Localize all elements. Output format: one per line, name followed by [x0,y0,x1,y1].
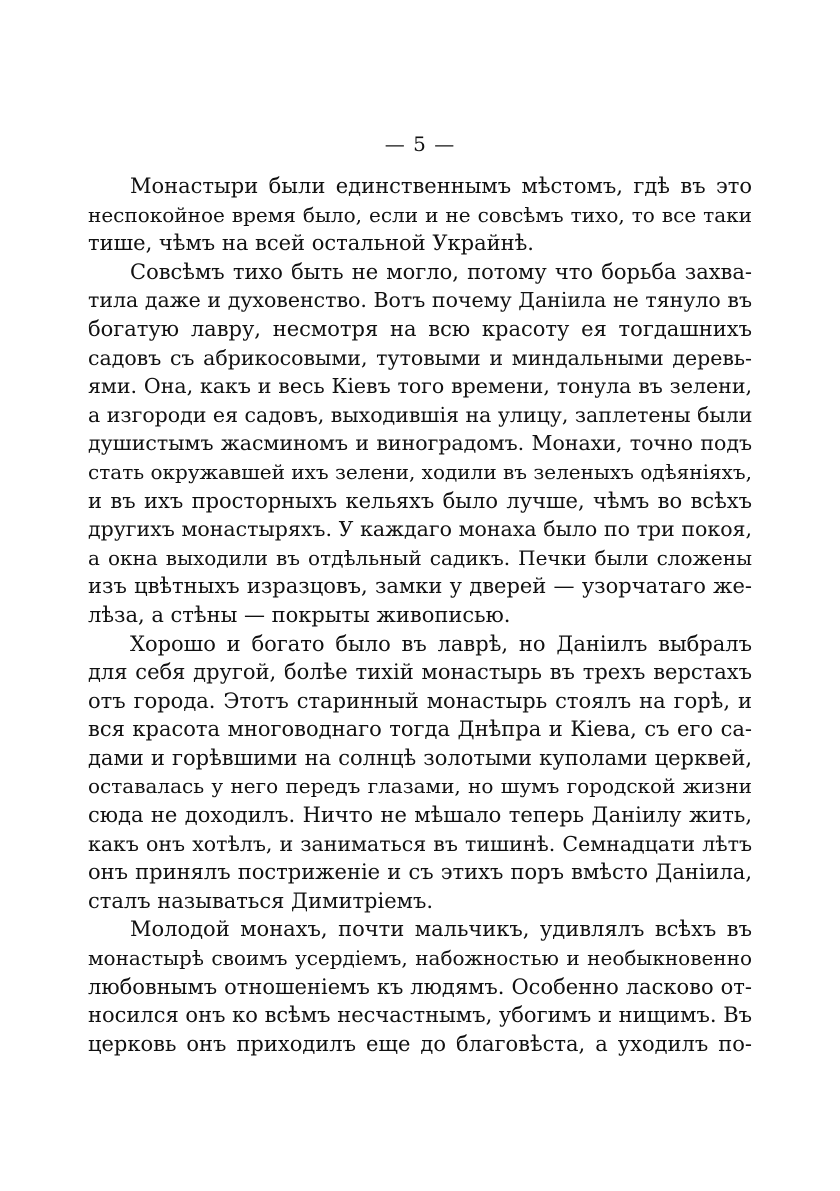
text-line: душистымъ жасминомъ и виноградомъ. Монахи, точно подъ [88,431,752,456]
text-line: отъ города. Этотъ старинный монастырь стоялъ на горѣ, и [88,688,752,713]
text-line: тила даже и духовенство. Вотъ почему Даніила не тянуло въ [88,288,752,313]
text-line: онъ принялъ постриженіе и съ этихъ поръ вмѣсто Даніила, [88,860,752,885]
text-line: сюда не доходилъ. Ничто не мѣшало теперь Даніилу жить, [88,803,752,828]
text-line: какъ онъ хотѣлъ, и заниматься въ тишинѣ. Семнадцати лѣтъ [88,831,752,856]
text-line: а окна выходили въ отдѣльный садикъ. Печки были сложены [88,545,752,570]
text-line: для себя другой, болѣе тихій монастырь въ трехъ верстахъ [88,660,752,685]
text-line: богатую лавру, несмотря на всю красоту ея тогдашнихъ [88,316,752,341]
text-line: Совсѣмъ тихо быть не могло, потому что борьба захва- [130,259,752,284]
text-line: неспокойное время было, если и не совсѣмъ тихо, то все таки [88,202,752,227]
text-line: Монастыри были единственнымъ мѣстомъ, гдѣ въ это [130,174,752,198]
text-line: тише, чѣмъ на всей остальной Украйнѣ. [88,231,534,256]
text-line: вся красота многоводнаго тогда Днѣпра и Кіева, съ его са- [88,717,752,742]
text-line: Хорошо и богато было въ лаврѣ, но Даніилъ выбралъ [130,631,752,656]
text-line: дами и горѣвшими на солнцѣ золотыми куполами церквей, [88,745,752,770]
text-line: любовнымъ отношеніемъ къ людямъ. Особенно ласково от- [88,974,752,999]
body-text [88,172,752,1058]
text-line: изъ цвѣтныхъ изразцовъ, замки у дверей — узорчатаго же- [88,574,752,599]
text-line: Молодой монахъ, почти мальчикъ, удивлялъ всѣхъ въ [130,917,752,942]
text-line: садовъ съ абрикосовыми, тутовыми и миндальными деревь- [88,345,752,370]
text-line: и въ ихъ просторныхъ кельяхъ было лучше, чѣмъ во всѣхъ [88,488,752,513]
text-line: носился онъ ко всѣмъ несчастнымъ, убогимъ и нищимъ. Въ [88,1003,752,1028]
text-line: монастырѣ своимъ усердіемъ, набожностью и необыкновенно [88,946,752,971]
text-line: а изгороди ея садовъ, выходившія на улицу, заплетены были [88,402,753,427]
page-number: — 5 — [384,132,456,156]
text-line: лѣза, а стѣны — покрыты живописью. [88,602,511,627]
text-line: оставалась у него передъ глазами, но шумъ городской жизни [88,774,752,799]
text-line: ями. Она, какъ и весь Кіевъ того времени, тонула въ зелени, [88,374,752,399]
text-line: другихъ монастыряхъ. У каждаго монаха было по три покоя, [88,517,752,542]
text-line: церковь онъ приходилъ еще до благовѣста, а уходилъ по- [88,1031,752,1056]
text-line: сталъ называться Димитріемъ. [88,888,434,913]
text-line: стать окружавшей ихъ зелени, ходили въ зеленыхъ одѣяніяхъ, [88,459,752,484]
